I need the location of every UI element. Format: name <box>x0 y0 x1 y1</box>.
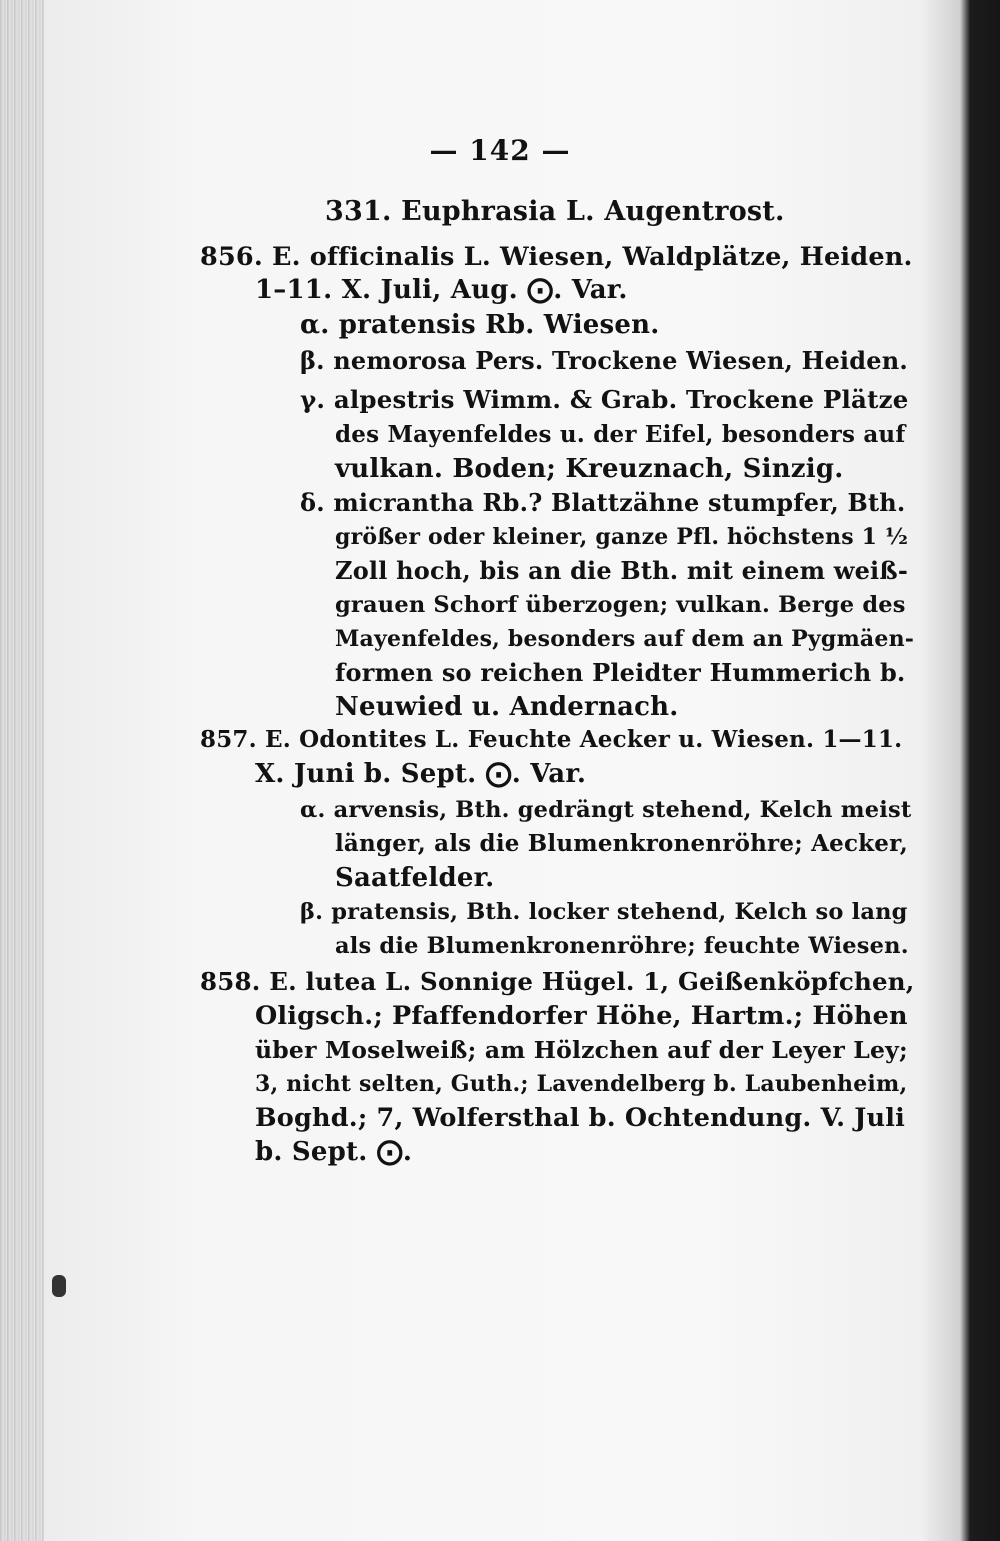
entry-line: X. Juni b. Sept. ⨀. Var. <box>255 759 587 789</box>
entry-line: formen so reichen Pleidter Hummerich b. <box>335 658 906 687</box>
entry-line: 858. E. lutea L. Sonnige Hügel. 1, Geißenköpfchen, <box>200 967 915 996</box>
entry-line: grauen Schorf überzogen; vulkan. Berge des <box>335 592 906 618</box>
entry-line: γ. alpestris Wimm. & Grab. Trockene Plätze <box>300 385 909 414</box>
entry-line: α. pratensis Rb. Wiesen. <box>300 310 660 340</box>
entry-line: b. Sept. ⨀. <box>255 1137 413 1167</box>
entry-line: des Mayenfeldes u. der Eifel, besonders auf <box>335 421 906 448</box>
entry-line: Neuwied u. Andernach. <box>335 692 679 722</box>
ink-mark <box>52 1275 66 1297</box>
entry-line: Mayenfeldes, besonders auf dem an Pygmäen- <box>335 626 915 652</box>
entry-line: größer oder kleiner, ganze Pfl. höchstens 1 ½ <box>335 524 909 550</box>
entry-line: β. nemorosa Pers. Trockene Wiesen, Heiden. <box>300 346 908 375</box>
entry-line: über Moselweiß; am Hölzchen auf der Leyer Ley; <box>255 1036 908 1064</box>
entry-line: 856. E. officinalis L. Wiesen, Waldplätze, Heiden. <box>200 242 913 272</box>
entry-line: 857. E. Odontites L. Feuchte Aecker u. Wiesen. 1—11. <box>200 726 903 753</box>
entry-line: Oligsch.; Pfaffendorfer Höhe, Hartm.; Höhen <box>255 1001 908 1031</box>
entry-line: länger, als die Blumenkronenröhre; Aecker, <box>335 830 908 857</box>
entry-line: Saatfelder. <box>335 863 495 893</box>
entry-line: α. arvensis, Bth. gedrängt stehend, Kelch meist <box>300 797 912 823</box>
entry-line: 3, nicht selten, Guth.; Lavendelberg b. Laubenheim, <box>255 1071 908 1097</box>
entry-line: β. pratensis, Bth. locker stehend, Kelch so lang <box>300 899 908 925</box>
book-gutter <box>0 0 44 1541</box>
entry-line: Boghd.; 7, Wolfersthal b. Ochtendung. V. Juli <box>255 1103 906 1133</box>
entry-line: 1–11. X. Juli, Aug. ⨀. Var. <box>255 275 628 305</box>
genus-header: 331. Euphrasia L. Augentrost. <box>325 196 785 227</box>
entry-line: δ. micrantha Rb.? Blattzähne stumpfer, Bth. <box>300 488 906 517</box>
page-number: — 142 — <box>429 134 571 167</box>
entry-line: als die Blumenkronenröhre; feuchte Wiesen. <box>335 933 909 959</box>
entry-line: Zoll hoch, bis an die Bth. mit einem weiß- <box>335 556 908 585</box>
entry-line: vulkan. Boden; Kreuznach, Sinzig. <box>335 454 844 484</box>
